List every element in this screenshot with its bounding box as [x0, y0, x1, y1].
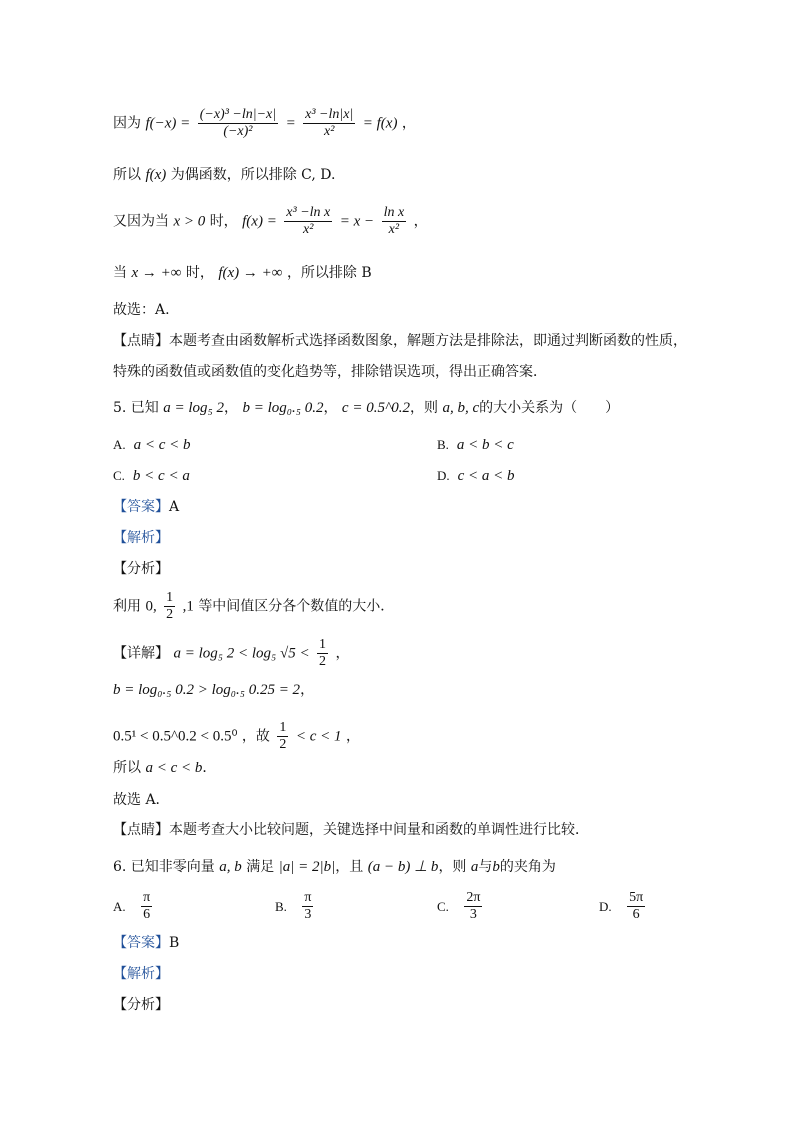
numerator: π: [143, 890, 151, 905]
text: 利用: [113, 598, 141, 615]
text: ，且: [335, 859, 364, 875]
math-expr: f(−x) =: [145, 115, 191, 132]
fraction: [382, 205, 407, 238]
math-expr: = f(x): [362, 115, 398, 132]
numerator: 1: [319, 637, 327, 652]
denominator: 3: [304, 907, 312, 922]
detail-line-4: [113, 758, 216, 778]
proof-line-4: [113, 263, 372, 283]
analysis-tag: 【解析】: [113, 530, 169, 546]
option-label: D.: [437, 468, 450, 483]
option-label: C.: [113, 468, 125, 483]
option-value: c < a < b: [457, 468, 515, 484]
denominator: x²: [303, 222, 314, 237]
option-b[interactable]: [275, 890, 316, 923]
option-a[interactable]: [113, 890, 155, 923]
question-5: [113, 398, 619, 418]
math-expr: (a − b) ⊥ b: [367, 859, 439, 875]
fraction: [164, 590, 175, 623]
fraction: [317, 637, 328, 670]
remark-tag: 【点睛】: [113, 822, 169, 838]
math-expr: 0,: [145, 598, 157, 615]
numerator: 1: [279, 720, 287, 735]
text: 等中间值区分各个数值的大小．: [198, 598, 395, 615]
text: 本题考查由函数解析式选择函数图象，解题方法是排除法，即通过判断函数的性质，: [169, 333, 687, 349]
option-a[interactable]: [113, 435, 191, 455]
text: 时，: [209, 213, 238, 230]
text: 与: [478, 859, 493, 875]
numerator: x³ −ln|x|: [305, 107, 354, 122]
math-expr: a = log₅ 2: [163, 400, 225, 416]
option-c[interactable]: [437, 890, 485, 923]
text: 时，: [185, 265, 214, 281]
denominator: 6: [632, 907, 640, 922]
option-b[interactable]: [437, 435, 514, 455]
fenxi-line: [113, 590, 394, 623]
text: 当: [113, 265, 127, 281]
answer-5: [113, 497, 179, 517]
denominator: (−x)²: [223, 124, 253, 139]
denominator: x²: [388, 222, 400, 237]
option-label: B.: [275, 898, 287, 914]
math-expr: =: [285, 115, 296, 132]
denominator: 6: [143, 907, 151, 922]
fraction: [627, 890, 645, 923]
text: 所以: [113, 167, 141, 183]
denominator: x²: [324, 124, 335, 139]
math-expr: |a| = 2|b|: [278, 859, 336, 875]
math-expr: b = log₀.₅ 0.2 > log₀.₅ 0.25 = 2: [113, 682, 301, 698]
text: 满足: [246, 859, 275, 875]
math-expr: f(x) → +∞: [218, 265, 283, 281]
text: ，: [401, 115, 416, 132]
detail-tag: 【详解】: [113, 645, 169, 662]
answer-tag: 【答案】: [113, 499, 169, 515]
text: ，则: [438, 859, 467, 875]
math-expr: a, b, c: [442, 400, 480, 416]
option-c[interactable]: [113, 466, 190, 486]
math-expr: a: [470, 859, 479, 875]
option-d[interactable]: [599, 890, 648, 923]
pick-line: 故选 A．: [113, 792, 170, 808]
text: 所以: [113, 760, 141, 776]
remark-5: [113, 820, 589, 840]
question-6: [113, 857, 556, 877]
conclusion: 故选：A.: [113, 302, 170, 318]
math-expr: ,1: [182, 598, 194, 615]
remark-line-2: 特殊的函数值或函数值的变化趋势等，排除错误选项，得出正确答案．: [113, 364, 547, 380]
remark-tag: 【点睛】: [113, 333, 169, 349]
fraction: [141, 890, 152, 923]
text: ，: [323, 400, 338, 416]
text: ，故: [241, 728, 270, 745]
answer-value: B: [169, 935, 180, 951]
denominator: 3: [469, 907, 477, 922]
math-expr: b = log₀.₅ 0.2: [242, 400, 324, 416]
numerator: 5π: [629, 890, 644, 905]
denominator: 2: [166, 607, 174, 622]
math-expr: a = log₅ 2 < log₅ √5 <: [173, 645, 310, 662]
detail-line-1: [113, 637, 349, 670]
text: ，: [300, 682, 315, 698]
answer-tag: 【答案】: [113, 935, 169, 951]
math-expr: = x −: [339, 213, 375, 230]
math-expr: x → +∞: [131, 265, 182, 281]
text: ，所以排除 B: [286, 265, 372, 281]
option-d[interactable]: [437, 466, 515, 486]
question-number: 6. 已知非零向量: [113, 859, 215, 875]
math-expr: b: [492, 859, 500, 875]
option-value: a < c < b: [133, 437, 191, 453]
fraction: [303, 107, 355, 140]
remark-line-1: [113, 331, 687, 351]
text: 本题考查大小比较问题，关键选择中间量和函数的单调性进行比较．: [169, 822, 589, 838]
math-expr: c = 0.5^0.2: [341, 400, 411, 416]
fenxi-tag: 【分析】: [113, 997, 169, 1013]
numerator: 2π: [466, 890, 481, 905]
answer-value: A: [169, 499, 180, 515]
math-expr: < c < 1: [295, 728, 342, 745]
text: 为偶函数，所以排除 C, D.: [170, 167, 336, 183]
text: 因为: [113, 115, 141, 132]
proof-line-1: [113, 107, 416, 140]
fraction: [302, 890, 313, 923]
option-value: a < b < c: [456, 437, 514, 453]
proof-line-3: [113, 205, 428, 238]
answer-6: [113, 933, 179, 953]
question-number: 5. 已知: [113, 400, 159, 416]
math-expr: f(x): [145, 167, 167, 183]
fraction: [198, 107, 278, 140]
math-expr: a, b: [219, 859, 242, 875]
text: ，: [335, 645, 350, 662]
math-expr: 0.5¹ < 0.5^0.2 < 0.5⁰: [113, 728, 238, 745]
numerator: ln x: [383, 205, 405, 220]
numerator: 1: [166, 590, 174, 605]
text: ，: [413, 213, 428, 230]
text: ，则: [410, 400, 439, 416]
math-expr: a < c < b: [145, 760, 203, 776]
option-label: A.: [113, 437, 126, 452]
option-label: B.: [437, 437, 449, 452]
option-label: C.: [437, 898, 449, 914]
detail-line-2: [113, 680, 314, 700]
option-value: b < c < a: [132, 468, 190, 484]
detail-line-3: [113, 720, 360, 753]
fraction: [284, 205, 332, 238]
proof-line-2: [113, 165, 335, 185]
option-label: D.: [599, 898, 612, 914]
fraction: [277, 720, 288, 753]
text: ．: [202, 760, 217, 776]
fenxi-tag: 【分析】: [113, 561, 169, 577]
numerator: π: [304, 890, 312, 905]
numerator: (−x)³ −ln|−x|: [199, 107, 277, 122]
fraction: [464, 890, 482, 923]
text: ，: [345, 728, 360, 745]
math-expr: x > 0: [173, 213, 206, 230]
numerator: x³ −ln x: [286, 205, 331, 220]
text: 的大小关系为（ ）: [479, 400, 620, 416]
option-label: A.: [113, 898, 126, 914]
math-expr: f(x) =: [242, 213, 277, 230]
text: ，: [224, 400, 239, 416]
denominator: 2: [319, 654, 327, 669]
analysis-tag: 【解析】: [113, 966, 169, 982]
denominator: 2: [279, 737, 287, 752]
text: 又因为当: [113, 213, 169, 230]
text: 的夹角为: [499, 859, 556, 875]
